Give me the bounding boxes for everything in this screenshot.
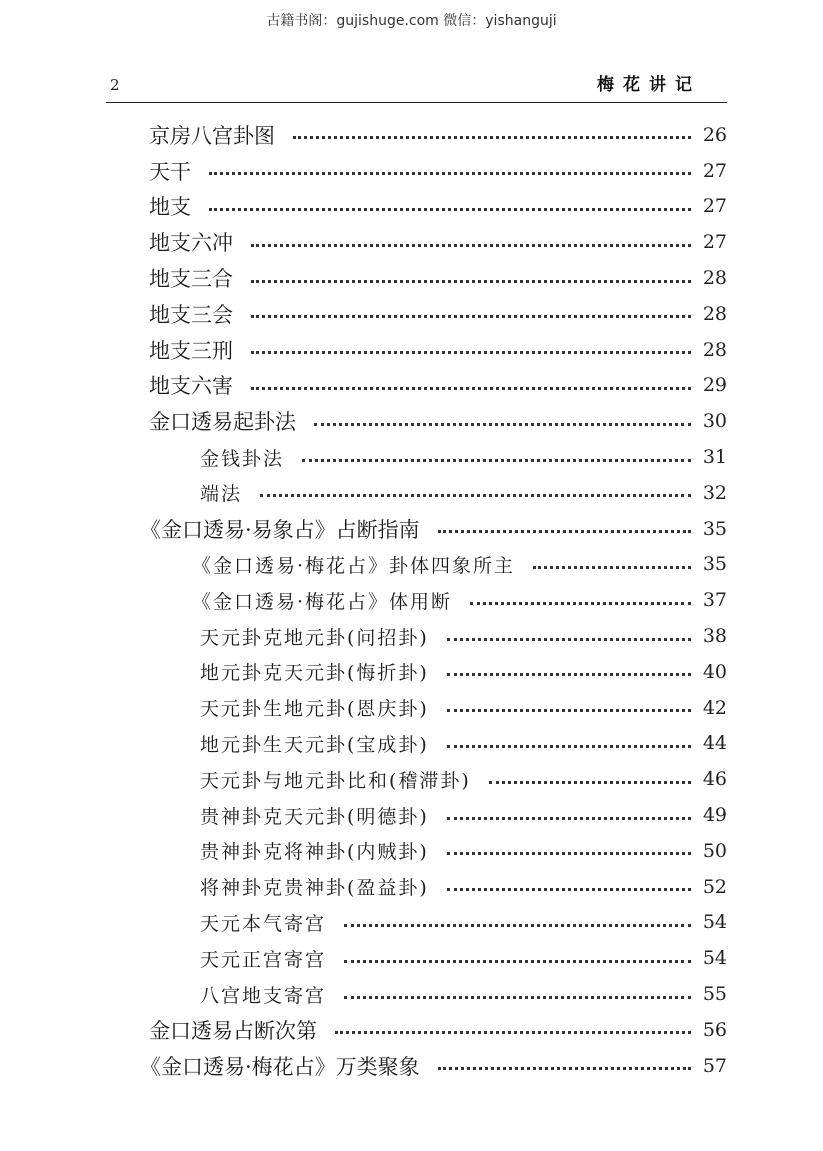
toc-entry[interactable]	[0, 153, 823, 189]
toc-entry[interactable]	[0, 475, 823, 511]
toc-dot-leader	[251, 315, 691, 318]
toc-entry-page: 28	[702, 302, 727, 325]
toc-entry[interactable]	[0, 1048, 823, 1084]
toc-dot-leader	[489, 781, 691, 784]
toc-entry[interactable]	[0, 547, 823, 583]
toc-dot-leader	[293, 136, 691, 139]
toc-entry[interactable]	[0, 869, 823, 905]
toc-entry-title: 地支六害	[149, 374, 233, 399]
toc-dot-leader	[344, 960, 691, 963]
toc-dot-leader	[447, 709, 691, 712]
toc-dot-leader	[438, 530, 691, 533]
toc-entry-page: 30	[702, 410, 727, 433]
toc-dot-leader	[251, 387, 691, 390]
toc-dot-leader	[447, 673, 691, 676]
toc-entry-page: 54	[702, 911, 727, 934]
toc-entry-page: 28	[702, 267, 727, 290]
watermark-text: 古籍书阁：gujishuge.com 微信：yishanguji	[266, 13, 557, 29]
toc-dot-leader	[302, 459, 691, 462]
toc-entry[interactable]	[0, 117, 823, 153]
toc-entry-page: 50	[702, 839, 727, 862]
toc-entry-page: 27	[702, 195, 727, 218]
toc-entry-page: 55	[702, 983, 727, 1006]
toc-entry[interactable]	[0, 976, 823, 1012]
toc-entry-page: 54	[702, 947, 727, 970]
toc-entry-page: 42	[702, 696, 727, 719]
toc-dot-leader	[447, 745, 691, 748]
toc-entry-page: 35	[702, 553, 727, 576]
toc-entry-page: 57	[702, 1054, 727, 1077]
toc-dot-leader	[438, 1067, 691, 1070]
toc-entry-title: 金钱卦法	[200, 447, 285, 470]
toc-entry-title: 端法	[200, 483, 243, 506]
toc-entry-page: 56	[702, 1018, 727, 1041]
toc-entry[interactable]	[0, 582, 823, 618]
toc-entry[interactable]	[0, 797, 823, 833]
table-of-contents	[0, 117, 823, 1084]
toc-dot-leader	[209, 172, 691, 175]
toc-dot-leader	[209, 208, 691, 211]
toc-entry-title: 地支	[149, 195, 191, 220]
toc-dot-leader	[447, 638, 691, 641]
toc-entry[interactable]	[0, 511, 823, 547]
toc-dot-leader	[314, 423, 691, 426]
toc-entry-title: 地支三刑	[149, 338, 233, 363]
toc-entry[interactable]	[0, 761, 823, 797]
toc-entry-page: 35	[702, 517, 727, 540]
toc-entry-title: 天元本气寄宫	[200, 912, 327, 935]
toc-entry-page: 27	[702, 159, 727, 182]
toc-entry-page: 29	[702, 374, 727, 397]
toc-entry-page: 44	[702, 732, 727, 755]
toc-entry-title: 地支六冲	[149, 231, 233, 256]
toc-dot-leader	[447, 852, 691, 855]
toc-entry-title: 天元正宫寄宫	[200, 948, 327, 971]
page-number: 2	[110, 76, 120, 94]
toc-entry-title: 贵神卦克天元卦(明德卦)	[200, 805, 429, 828]
toc-entry[interactable]	[0, 296, 823, 332]
toc-entry-title: 将神卦克贵神卦(盈益卦)	[200, 877, 429, 900]
toc-entry-title: 金口透易起卦法	[149, 410, 296, 435]
toc-entry[interactable]	[0, 439, 823, 475]
toc-entry[interactable]	[0, 654, 823, 690]
toc-entry-title: 地支三会	[149, 302, 233, 327]
toc-entry[interactable]	[0, 833, 823, 869]
toc-dot-leader	[251, 280, 691, 283]
toc-entry-title: 地支三合	[149, 267, 233, 292]
toc-dot-leader	[344, 996, 691, 999]
header-rule	[106, 102, 727, 103]
toc-entry-title: 《金口透易·梅花占》卦体四象所主	[192, 554, 516, 577]
toc-dot-leader	[447, 817, 691, 820]
toc-entry-title: 天干	[149, 159, 191, 184]
toc-entry[interactable]	[0, 940, 823, 976]
toc-entry-page: 27	[702, 231, 727, 254]
toc-entry-title: 贵神卦克将神卦(内贼卦)	[200, 841, 429, 864]
toc-entry[interactable]	[0, 905, 823, 941]
toc-entry-title: 天元卦克地元卦(问招卦)	[200, 626, 429, 649]
toc-entry[interactable]	[0, 1012, 823, 1048]
toc-entry[interactable]	[0, 726, 823, 762]
toc-entry-page: 26	[702, 123, 727, 146]
toc-entry[interactable]	[0, 332, 823, 368]
toc-entry-title: 天元卦生地元卦(恩庆卦)	[200, 698, 429, 721]
toc-entry-page: 38	[702, 625, 727, 648]
toc-entry-title: 八宫地支寄宫	[200, 984, 327, 1007]
toc-entry[interactable]	[0, 260, 823, 296]
toc-entry[interactable]	[0, 368, 823, 404]
toc-entry-page: 46	[702, 768, 727, 791]
toc-entry-title: 《金口透易·梅花占》万类聚象	[140, 1054, 420, 1079]
toc-dot-leader	[260, 494, 691, 497]
toc-entry-title: 地元卦克天元卦(悔折卦)	[200, 662, 429, 685]
toc-entry-title: 京房八宫卦图	[149, 123, 275, 148]
toc-entry-title: 金口透易占断次第	[149, 1018, 317, 1043]
running-title: 梅花讲记	[597, 75, 701, 95]
toc-dot-leader	[344, 924, 691, 927]
toc-dot-leader	[447, 888, 691, 891]
toc-entry-page: 28	[702, 338, 727, 361]
toc-dot-leader	[533, 566, 691, 569]
toc-entry[interactable]	[0, 189, 823, 225]
toc-entry-title: 地元卦生天元卦(宝成卦)	[200, 733, 429, 756]
toc-entry-page: 37	[702, 589, 727, 612]
toc-dot-leader	[335, 1031, 691, 1034]
toc-entry-page: 32	[702, 481, 727, 504]
toc-entry-page: 40	[702, 660, 727, 683]
toc-entry-page: 52	[702, 875, 727, 898]
toc-dot-leader	[470, 602, 691, 605]
toc-entry-title: 《金口透易·梅花占》体用断	[192, 590, 453, 613]
toc-entry[interactable]	[0, 403, 823, 439]
toc-entry[interactable]	[0, 690, 823, 726]
toc-entry-title: 《金口透易·易象占》占断指南	[140, 517, 420, 542]
toc-entry-page: 49	[702, 804, 727, 827]
toc-entry-page: 31	[702, 446, 727, 469]
toc-entry[interactable]	[0, 224, 823, 260]
toc-entry[interactable]	[0, 618, 823, 654]
toc-dot-leader	[251, 244, 691, 247]
toc-dot-leader	[251, 351, 691, 354]
toc-entry-title: 天元卦与地元卦比和(稽滞卦)	[200, 769, 471, 792]
